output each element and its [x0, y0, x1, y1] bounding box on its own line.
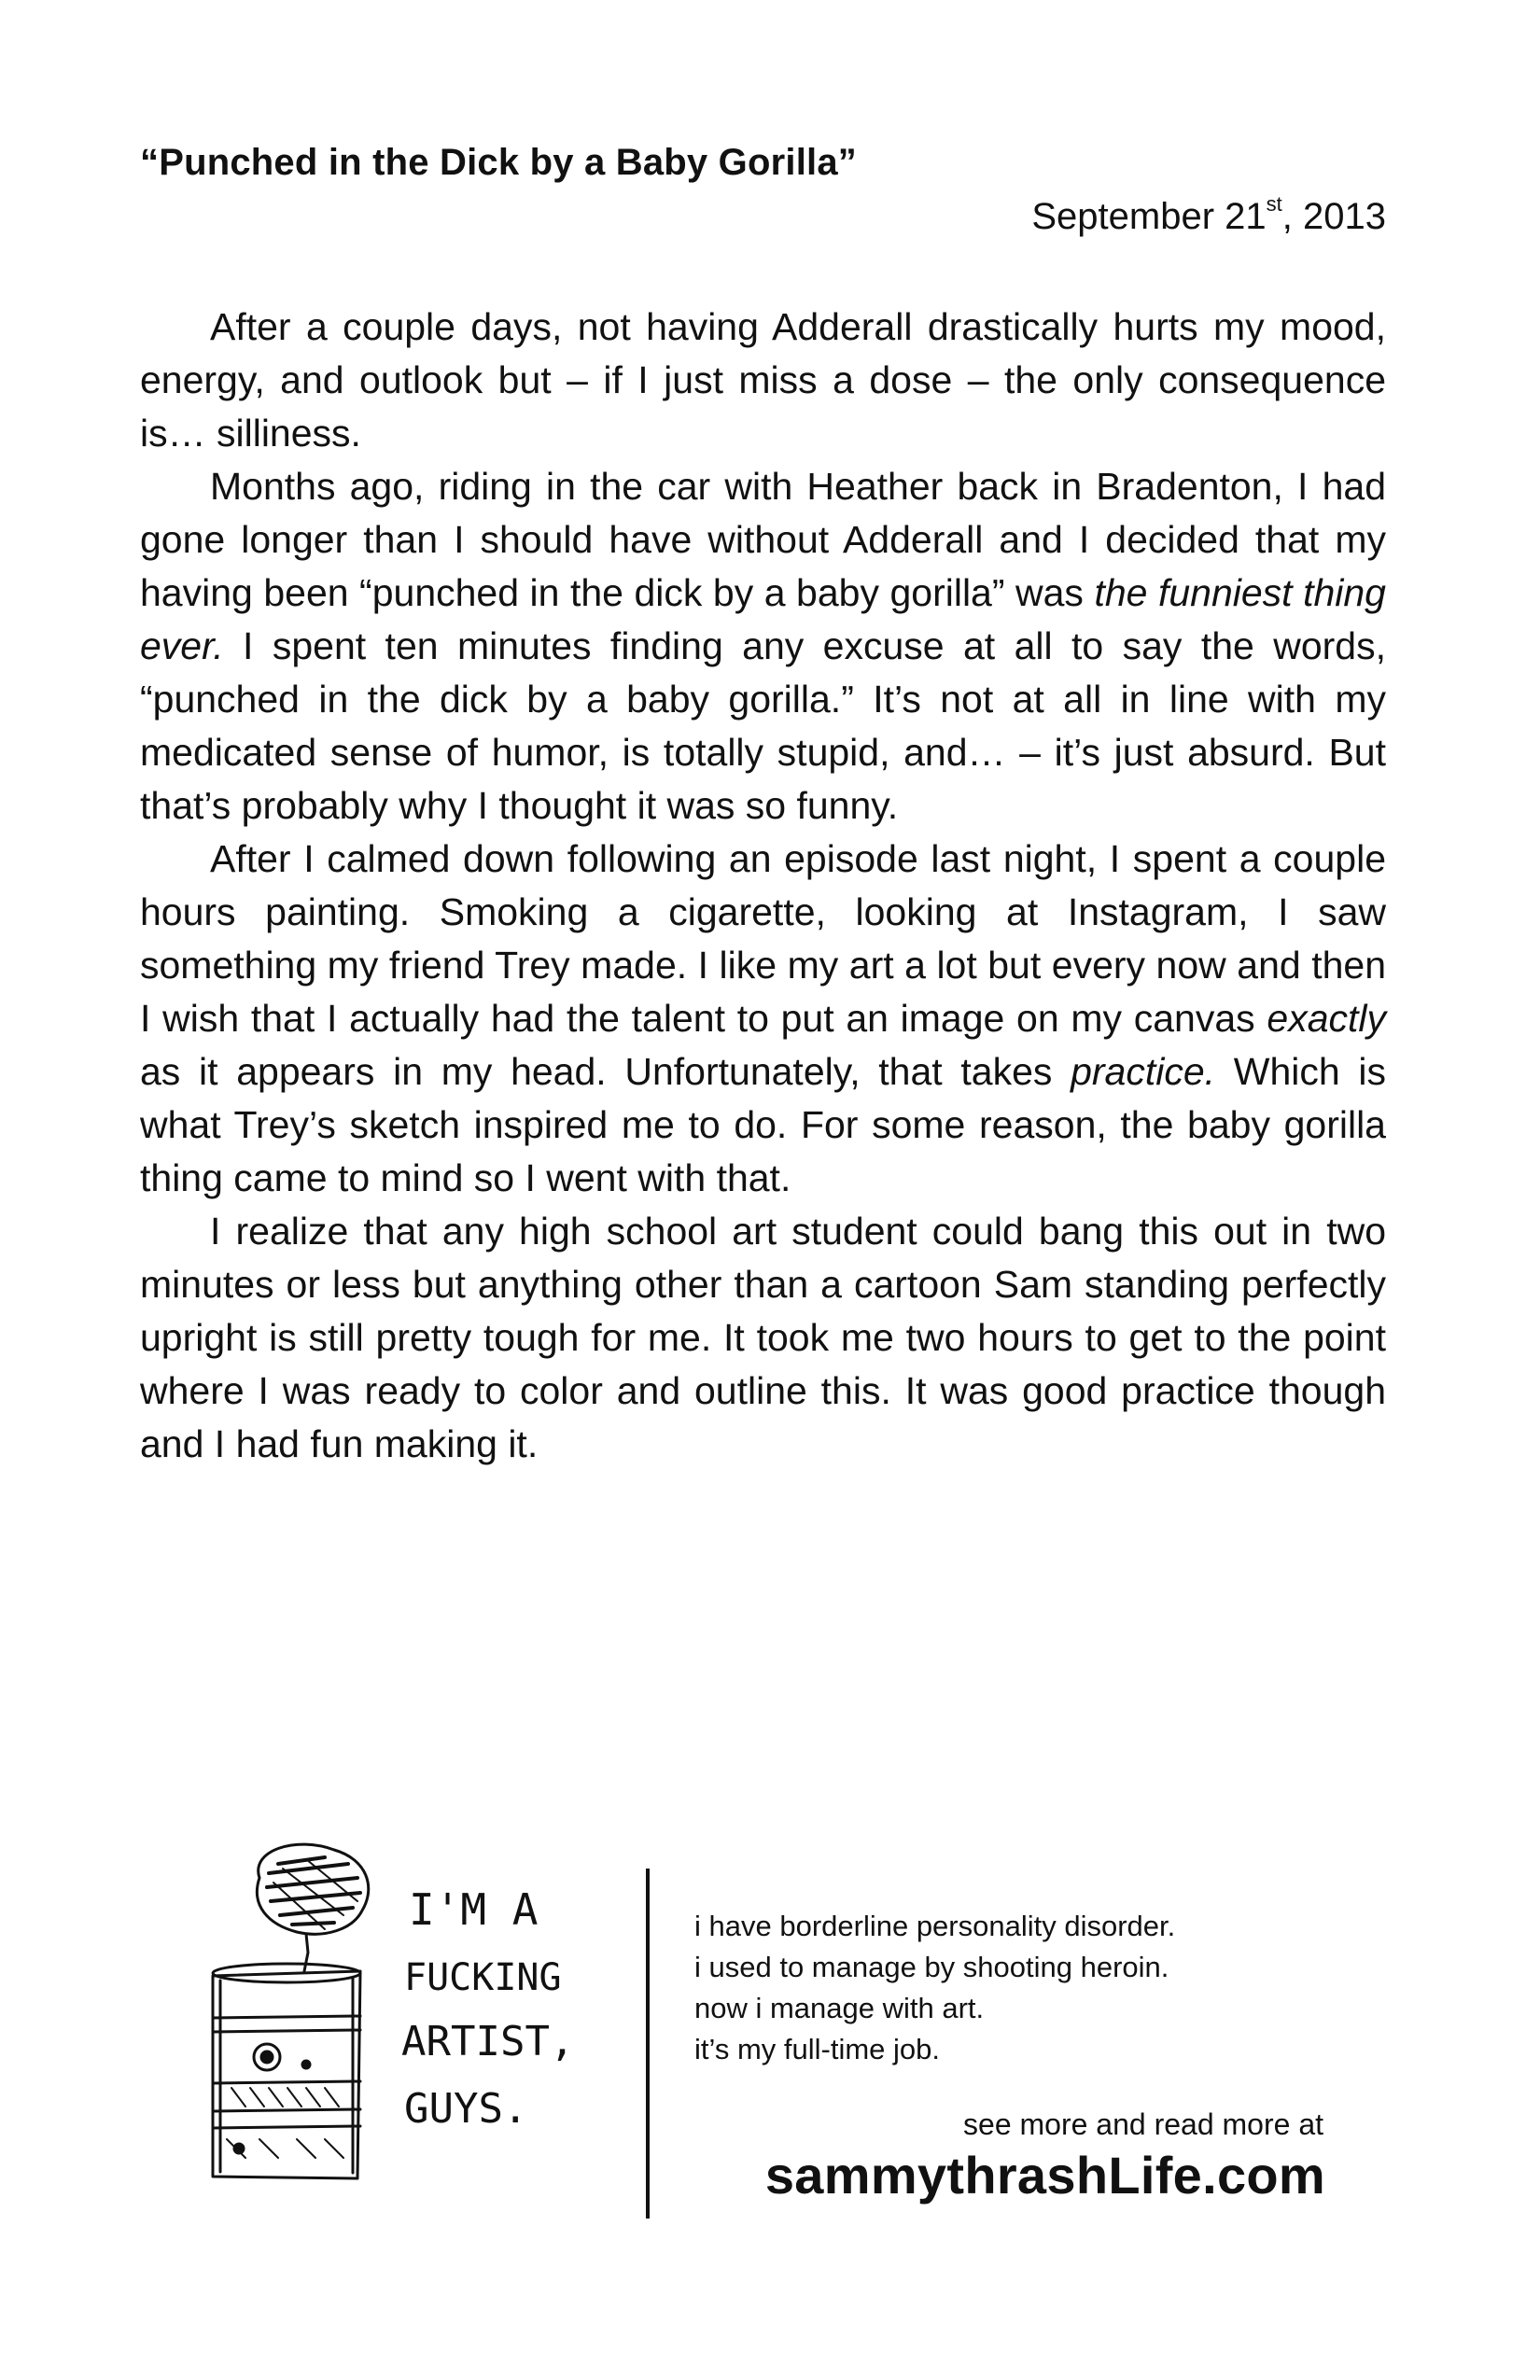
bio-line: i have borderline personality disorder. — [694, 1910, 1176, 1942]
date-year: , 2013 — [1281, 196, 1386, 237]
see-more-text: see more and read more at — [963, 2107, 1323, 2141]
paragraph-2-emphasis: the funniest thing ever. — [140, 571, 1386, 667]
paragraph-2-text-a: Months ago, riding in the car with Heather back in Bradenton, I had gone longer than I should have without Adderall and I decided that my having been “punched in the dick by a baby gorilla” was — [140, 465, 1386, 614]
paragraph-2-text-b: I spent ten minutes finding any excuse at all to say the words, “punched in the dick by a baby gorilla.” It’s not at all in line with my medicated sense of humor, is totally stupid, and… – it’s just absurd. But that’s probably why I thought it was so funny. — [140, 624, 1386, 827]
date-suffix: st — [1266, 192, 1282, 216]
bio-line: now i manage with art. — [694, 1992, 985, 2024]
paragraph-2 — [140, 460, 1386, 833]
paragraph-4: I realize that any high school art student could bang this out in two minutes or less but anything other than a cartoon Sam standing perfectly upright is still pretty tough for me. It took me two hours to get to the point where I was ready to color and outline this. It was good practice though and I had fun making it. — [140, 1210, 1386, 1465]
handwriting-line-4: GUYS. — [404, 2085, 528, 2133]
bio-line: it’s my full-time job. — [694, 2033, 940, 2065]
paragraph-3-text-c: Which is what Trey’s sketch inspired me to do. For some reason, the baby gorilla thing came to mind so I went with that. — [140, 1050, 1386, 1199]
paragraph-3 — [140, 833, 1386, 1205]
website-link[interactable]: sammythrashLife.com — [764, 2146, 1325, 2205]
footer-divider — [646, 1869, 650, 2219]
paragraph-1: After a couple days, not having Adderall drastically hurts my mood, energy, and outlook but – if I just miss a dose – the only consequence is… silliness. — [140, 305, 1386, 455]
article-body — [140, 301, 1386, 1471]
handwriting-line-3: ARTIST, — [401, 2018, 575, 2065]
handwriting-line-2: FUCKING — [404, 1956, 562, 1999]
date-month-day: September 21 — [1031, 196, 1267, 237]
paint-can-illustration — [194, 1831, 633, 2195]
paragraph-3-text-a: After I calmed down following an episode last night, I spent a couple hours painting. Smoking a cigarette, looking at Instagram, I saw something my friend Trey made. I like my art a lot but every now and then I wish that I actually had the talent to put an image on my canvas — [140, 837, 1386, 1040]
author-bio — [694, 1906, 1175, 2070]
paragraph-3-emphasis-2: practice. — [1071, 1050, 1216, 1093]
bio-line: i used to manage by shooting heroin. — [694, 1951, 1169, 1983]
post-date — [1031, 192, 1386, 238]
paragraph-3-text-b: as it appears in my head. Unfortunately, that takes — [140, 1050, 1071, 1093]
paragraph-3-emphasis-1: exactly — [1267, 997, 1386, 1040]
page-title: “Punched in the Dick by a Baby Gorilla” — [140, 142, 857, 183]
handwriting-line-1: I'M A — [409, 1884, 539, 1935]
